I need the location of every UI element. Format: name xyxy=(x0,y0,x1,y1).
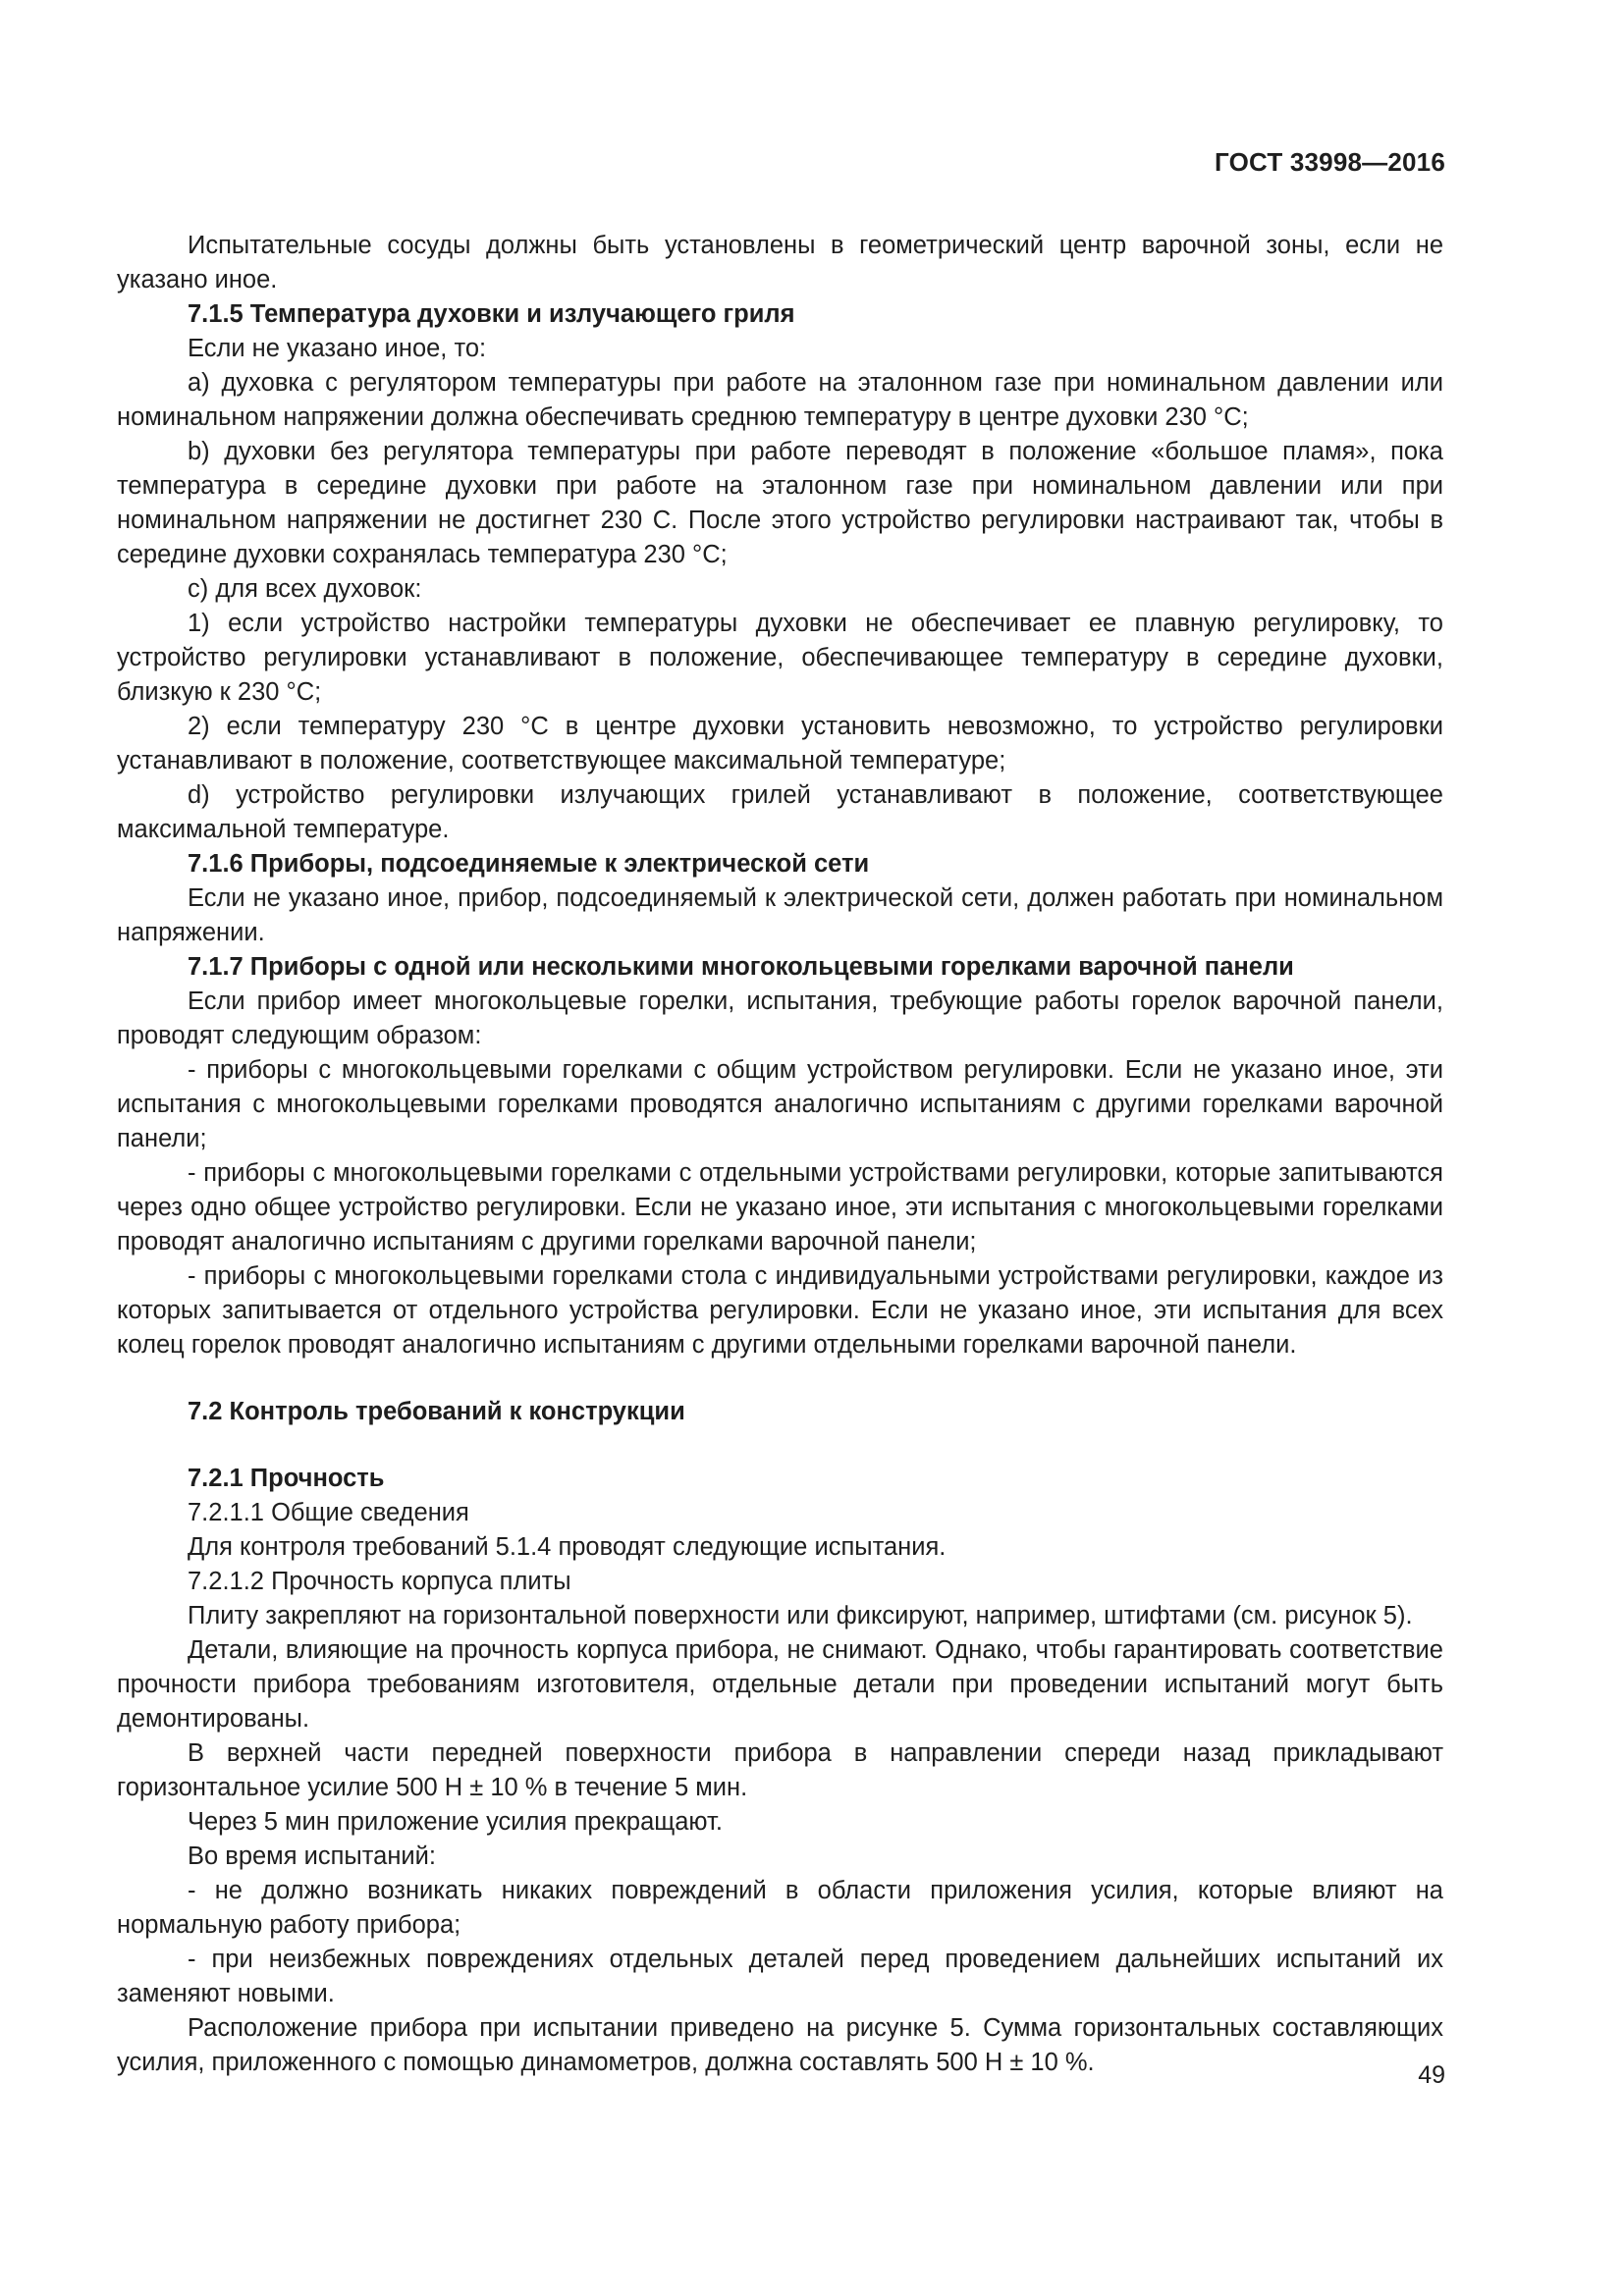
dash-list-item: - не должно возникать никаких повреждений в области приложения усилия, которые влияют на нормальную работу прибора; xyxy=(117,1877,1443,1939)
section-heading-7-2-1: 7.2.1 Прочность xyxy=(188,1465,385,1492)
list-item-b: b) духовки без регулятора температуры при работе переводят в положение «большое пламя», пока температура в середине духовки при работе на эталонном газе при номинальном давлении или при номинальном напряжении не достигнет 230 С. После этого устройство регулировки настраивают так, чтобы в середине духовки сохранялась температура 230 °С; xyxy=(117,438,1443,568)
paragraph: В верхней части передней поверхности прибора в направлении спереди назад прикладывают горизонтальное усилие 500 Н ± 10 % в течение 5 мин. xyxy=(117,1739,1443,1801)
section-heading-7-1-5: 7.1.5 Температура духовки и излучающего гриля xyxy=(188,300,795,328)
section-heading-7-2: 7.2 Контроль требований к конструкции xyxy=(188,1398,685,1425)
dash-list-item: - приборы с многокольцевыми горелками с отдельными устройствами регулировки, которые запитываются через одно общее устройство регулировки. Если не указано иное, эти испытания с многокольцевыми горелками проводят аналогично испытаниям с другими горелками варочной панели; xyxy=(117,1159,1443,1255)
list-item-a: а) духовка с регулятором температуры при работе на эталонном газе при номинальном давлении или номинальном напряжении должна обеспечивать среднюю температуру в центре духовки 230 °С; xyxy=(117,369,1443,431)
section-heading-7-1-6: 7.1.6 Приборы, подсоединяемые к электрической сети xyxy=(188,850,870,878)
document-body xyxy=(117,229,1443,2080)
page-number: 49 xyxy=(1418,2061,1445,2089)
paragraph: Через 5 мин приложение усилия прекращают. xyxy=(188,1808,723,1836)
paragraph: Расположение прибора при испытании приведено на рисунке 5. Сумма горизонтальных составляющих усилия, приложенного с помощью динамометров, должна составлять 500 Н ± 10 %. xyxy=(117,2014,1443,2076)
subsection-heading-7-2-1-2: 7.2.1.2 Прочность корпуса плиты xyxy=(188,1568,571,1595)
dash-list-item: - при неизбежных повреждениях отдельных деталей перед проведением дальнейших испытаний их заменяют новыми. xyxy=(117,1946,1443,2007)
list-item-c: с) для всех духовок: xyxy=(188,575,422,603)
paragraph: Испытательные сосуды должны быть установлены в геометрический центр варочной зоны, если не указано иное. xyxy=(117,232,1443,294)
list-item-c-1: 1) если устройство настройки температуры духовки не обеспечивает ее плавную регулировку, то устройство регулировки устанавливают в положение, обеспечивающее температуру в середине духовки, близкую к 230 °С; xyxy=(117,610,1443,706)
paragraph: Для контроля требований 5.1.4 проводят следующие испытания. xyxy=(188,1533,947,1561)
paragraph: Детали, влияющие на прочность корпуса прибора, не снимают. Однако, чтобы гарантировать соответствие прочности прибора требованиям изготовителя, отдельные детали при проведении испытаний могут быть демонтированы. xyxy=(117,1636,1443,1733)
list-item-d: d) устройство регулировки излучающих грилей устанавливают в положение, соответствующее максимальной температуре. xyxy=(117,781,1443,843)
document-id: ГОСТ 33998—2016 xyxy=(1215,147,1445,177)
paragraph: Плиту закрепляют на горизонтальной поверхности или фиксируют, например, штифтами (см. рисунок 5). xyxy=(188,1602,1413,1629)
paragraph: Если не указано иное, прибор, подсоединяемый к электрической сети, должен работать при номинальном напряжении. xyxy=(117,884,1443,946)
paragraph: Если прибор имеет многокольцевые горелки, испытания, требующие работы горелок варочной панели, проводят следующим образом: xyxy=(117,988,1443,1049)
paragraph: Если не указано иное, то: xyxy=(188,335,487,362)
subsection-heading-7-2-1-1: 7.2.1.1 Общие сведения xyxy=(188,1499,469,1526)
list-item-c-2: 2) если температуру 230 °С в центре духовки установить невозможно, то устройство регулировки устанавливают в положение, соответствующее максимальной температуре; xyxy=(117,713,1443,774)
paragraph: Во время испытаний: xyxy=(188,1842,436,1870)
dash-list-item: - приборы с многокольцевыми горелками с общим устройством регулировки. Если не указано иное, эти испытания с многокольцевыми горелками проводятся аналогично испытаниям с другими горелками варочной панели; xyxy=(117,1056,1443,1152)
dash-list-item: - приборы с многокольцевыми горелками стола с индивидуальными устройствами регулировки, каждое из которых запитывается от отдельного устройства регулировки. Если не указано иное, эти испытания для всех колец горелок проводят аналогично испытаниям с другими отдельными горелками варочной панели. xyxy=(117,1262,1443,1359)
section-heading-7-1-7: 7.1.7 Приборы с одной или несколькими многокольцевыми горелками варочной панели xyxy=(188,953,1294,981)
